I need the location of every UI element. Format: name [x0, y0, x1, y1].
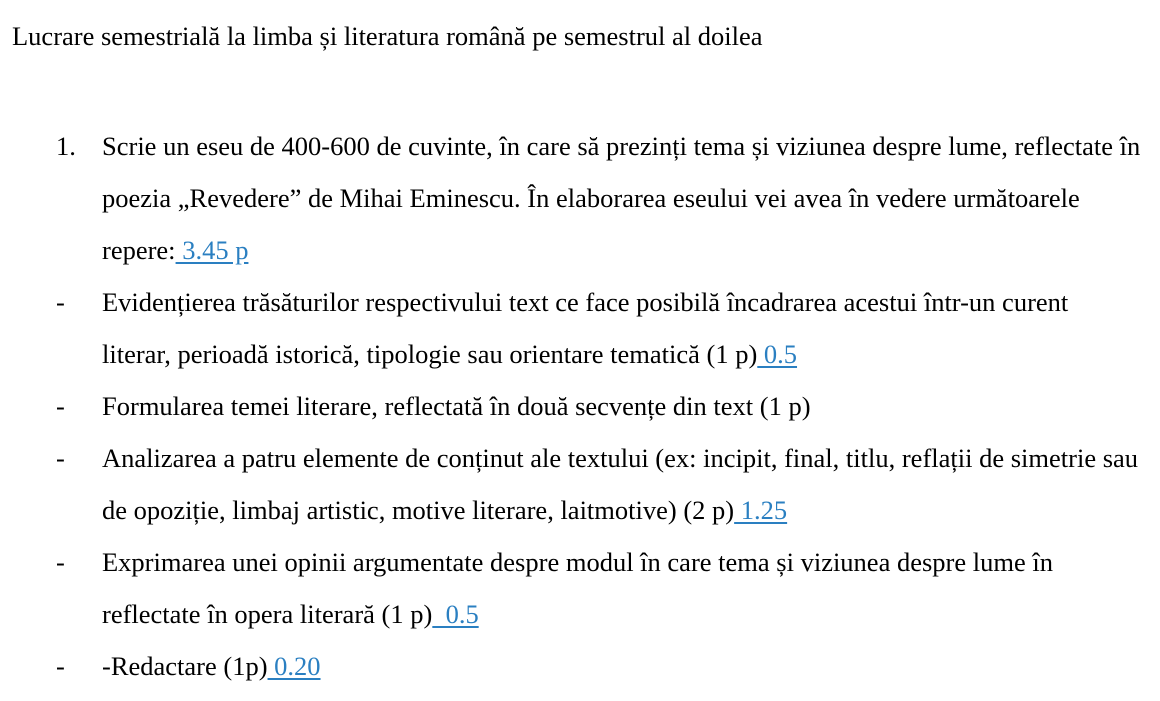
list-item-text: Exprimarea unei opinii argumentate despre modul în care tema și viziunea despre lume în reflectate în opera literară (1 p)	[102, 547, 1053, 629]
list-item-text: Analizarea a patru elemente de conținut ale textului (ex: incipit, final, titlu, reflații de simetrie sau de opoziție, limbaj artistic, motive literare, laitmotive) (2 p)	[102, 443, 1139, 525]
list-item-body	[102, 380, 1142, 432]
list-item-text: -Redactare (1p)	[102, 651, 268, 681]
list-item-criterion	[0, 380, 1160, 432]
score-link[interactable]: 3.45 p	[175, 235, 249, 265]
list-item-criterion	[0, 276, 1160, 380]
list-item-criterion	[0, 432, 1160, 536]
score-link[interactable]: 0.5	[757, 339, 798, 369]
list-item-body	[102, 276, 1142, 380]
score-link[interactable]: 0.5	[432, 599, 479, 629]
list-bullet: -	[56, 391, 65, 421]
list-item-text: Formularea temei literare, reflectată în două secvențe din text (1 p)	[102, 391, 811, 421]
score-link[interactable]: 1.25	[734, 495, 788, 525]
list-item-body	[102, 640, 1142, 692]
list-item-body	[102, 536, 1142, 640]
list-number: 1.	[56, 131, 76, 161]
list-item-criterion	[0, 536, 1160, 640]
list-item-body	[102, 432, 1142, 536]
assignment-list	[0, 120, 1160, 692]
list-bullet: -	[56, 651, 65, 681]
list-item-criterion	[0, 640, 1160, 692]
list-item-text: Evidențierea trăsăturilor respectivului text ce face posibilă încadrarea acestui într-un curent literar, perioadă istorică, tipologie sau orientare tematică (1 p)	[102, 287, 1069, 369]
list-bullet: -	[56, 547, 65, 577]
list-item-essay-task	[0, 120, 1160, 276]
score-link[interactable]: 0.20	[267, 651, 321, 681]
list-bullet: -	[56, 443, 65, 473]
page-title: Lucrare semestrială la limba și literatura română pe semestrul al doilea	[12, 21, 763, 51]
list-item-body	[102, 120, 1142, 276]
list-bullet: -	[56, 287, 65, 317]
list-item-text: Scrie un eseu de 400-600 de cuvinte, în care să prezinți tema și viziunea despre lume, reflectate în poezia „Revedere” de Mihai Eminescu. În elaborarea eseului vei avea în vedere următoarele repere:	[102, 131, 1141, 265]
